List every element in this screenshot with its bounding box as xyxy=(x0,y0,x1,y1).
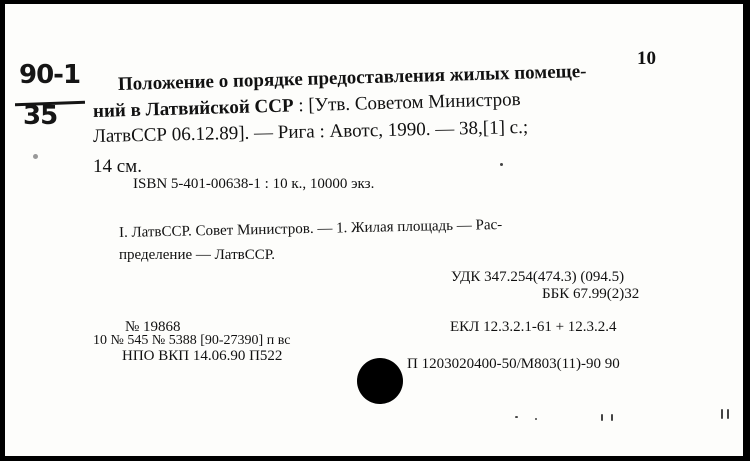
npo-line: НПО ВКП 14.06.90 П522 xyxy=(122,348,283,364)
catalog-card xyxy=(5,4,743,456)
shelfmark-bottom: 35 xyxy=(23,101,58,131)
p-code-line: П 1203020400-50/М803(11)-90 90 xyxy=(407,356,620,372)
title-line-2-rest: : [Утв. Советом Министров xyxy=(293,89,521,117)
page-number: 10 xyxy=(637,48,656,69)
subject-line-2: пределение — ЛатвССР. xyxy=(119,247,275,263)
size-line: 14 см. xyxy=(93,156,142,177)
order-number: № 19868 xyxy=(125,319,181,335)
title-line-2-bold: ний в Латвийской ССР xyxy=(92,95,294,122)
punch-hole xyxy=(357,358,403,404)
speck-mark xyxy=(500,163,503,166)
udk-line: УДК 347.254(474.3) (094.5) xyxy=(451,269,625,285)
speck-mark xyxy=(611,414,613,421)
stain-mark xyxy=(33,154,38,159)
title-line-1: Положение о порядке предоставления жилых помеще- xyxy=(117,60,587,95)
bbk-line: ББК 67.99(2)32 xyxy=(542,286,640,302)
publication-line: ЛатвССР 06.12.89]. — Рига : Авотс, 1990. — 38,[1] с.; xyxy=(92,116,529,147)
shelfmark-top: 90-1 xyxy=(19,60,81,90)
speck-mark xyxy=(721,409,723,419)
order-line: 10 № 545 № 5388 [90-27390] п вс xyxy=(93,333,291,348)
speck-mark xyxy=(601,414,603,421)
speck-mark xyxy=(727,409,729,419)
ekl-line: ЕКЛ 12.3.2.1-61 + 12.3.2.4 xyxy=(450,319,617,335)
subject-line-1: I. ЛатвССР. Совет Министров. — 1. Жилая площадь — Рас- xyxy=(118,216,503,241)
speck-mark xyxy=(535,418,537,420)
isbn-line: ISBN 5-401-00638-1 : 10 к., 10000 экз. xyxy=(133,176,375,192)
speck-mark xyxy=(515,416,518,418)
